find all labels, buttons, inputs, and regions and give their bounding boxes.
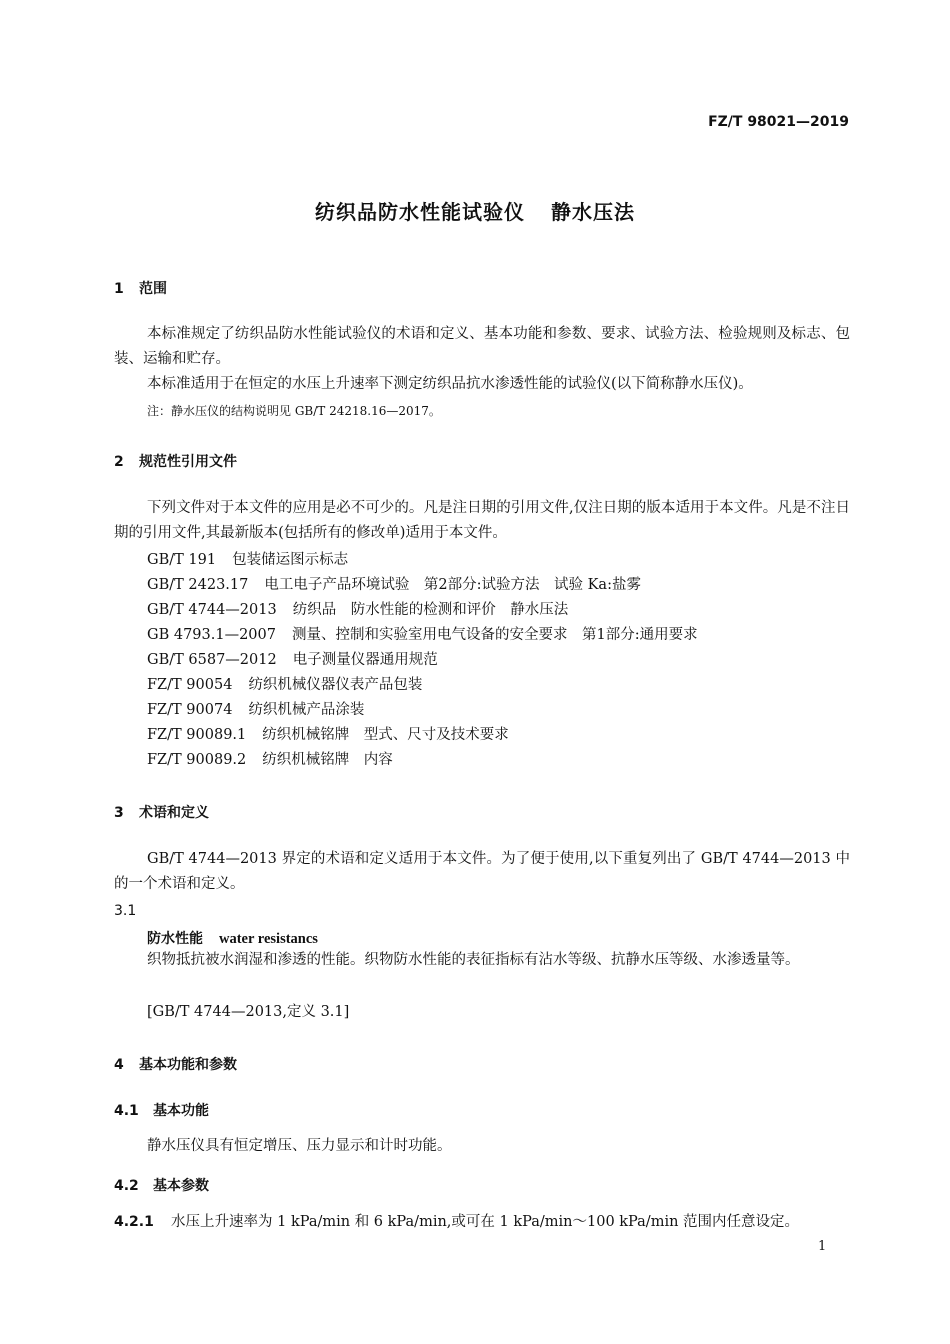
scope-paragraph-1: 本标准规定了纺织品防水性能试验仪的术语和定义、基本功能和参数、要求、试验方法、检验规则及标志、包装、运输和贮存。 [114,326,850,367]
section-number: 4 [114,1057,124,1073]
reference-item: FZ/T 90089.2 纺织机械铭牌 内容 [147,752,393,768]
reference-item: GB/T 2423.17 电工电子产品环境试验 第2部分:试验方法 试验 Ka:盐雾 [147,577,641,593]
section-number: 4.2 [114,1178,139,1194]
title-sub: 静水压法 [551,200,635,224]
standard-code: FZ/T 98021—2019 [708,114,849,130]
section-title: 规范性引用文件 [139,454,237,470]
section-title: 基本功能 [153,1103,209,1119]
section-number: 4.1 [114,1103,139,1119]
scope-note: 注：静水压仪的结构说明见 GB/T 24218.16—2017。 [147,404,441,418]
term-definition: 织物抵抗被水润湿和渗透的性能。织物防水性能的表征指标有沾水等级、抗静水压等级、水渗透量等。 [147,952,800,968]
section-4-1-heading [114,1100,209,1120]
section-title: 范围 [139,281,167,297]
section-number: 1 [114,281,124,297]
section-1-heading [114,278,167,298]
term-source: [GB/T 4744—2013,定义 3.1] [147,1004,350,1020]
reference-item: GB 4793.1—2007 测量、控制和实验室用电气设备的安全要求 第1部分:通用要求 [147,627,698,643]
reference-item: FZ/T 90054 纺织机械仪器仪表产品包装 [147,677,423,693]
section-3-heading [114,802,209,822]
reference-item: GB/T 6587—2012 电子测量仪器通用规范 [147,652,438,668]
clause-number: 4.2.1 [114,1214,154,1230]
clause-4-2-1 [114,1210,799,1231]
section-title: 术语和定义 [139,805,209,821]
section-title: 基本功能和参数 [139,1057,237,1073]
section-4-2-heading [114,1175,209,1195]
section-title: 基本参数 [153,1178,209,1194]
basic-function-text: 静水压仪具有恒定增压、压力显示和计时功能。 [147,1138,452,1154]
reference-item: GB/T 4744—2013 纺织品 防水性能的检测和评价 静水压法 [147,602,569,618]
references-intro: 下列文件对于本文件的应用是必不可少的。凡是注日期的引用文件,仅注日期的版本适用于本文件。凡是不注日期的引用文件,其最新版本(包括所有的修改单)适用于本文件。 [114,500,850,541]
section-4-heading [114,1054,237,1074]
section-number: 3 [114,805,124,821]
reference-item: GB/T 191 包装储运图示标志 [147,552,349,568]
clause-text: 水压上升速率为 1 kPa/min 和 6 kPa/min,或可在 1 kPa/min～100 kPa/min 范围内任意设定。 [171,1214,800,1230]
term-en: water resistancs [219,931,318,947]
term-title [147,928,318,948]
scope-paragraph-2: 本标准适用于在恒定的水压上升速率下测定纺织品抗水渗透性能的试验仪(以下简称静水压仪)。 [147,376,753,392]
section-number: 2 [114,454,124,470]
document-title [0,196,950,225]
reference-item: FZ/T 90089.1 纺织机械铭牌 型式、尺寸及技术要求 [147,727,509,743]
terms-intro: GB/T 4744—2013 界定的术语和定义适用于本文件。为了便于使用,以下重复列出了 GB/T 4744—2013 中的一个术语和定义。 [114,851,850,892]
title-main: 纺织品防水性能试验仪 [315,200,525,224]
page-number: 1 [818,1239,827,1254]
section-2-heading [114,451,237,471]
term-cn: 防水性能 [147,931,203,947]
reference-item: FZ/T 90074 纺织机械产品涂装 [147,702,365,718]
term-number: 3.1 [114,903,137,919]
